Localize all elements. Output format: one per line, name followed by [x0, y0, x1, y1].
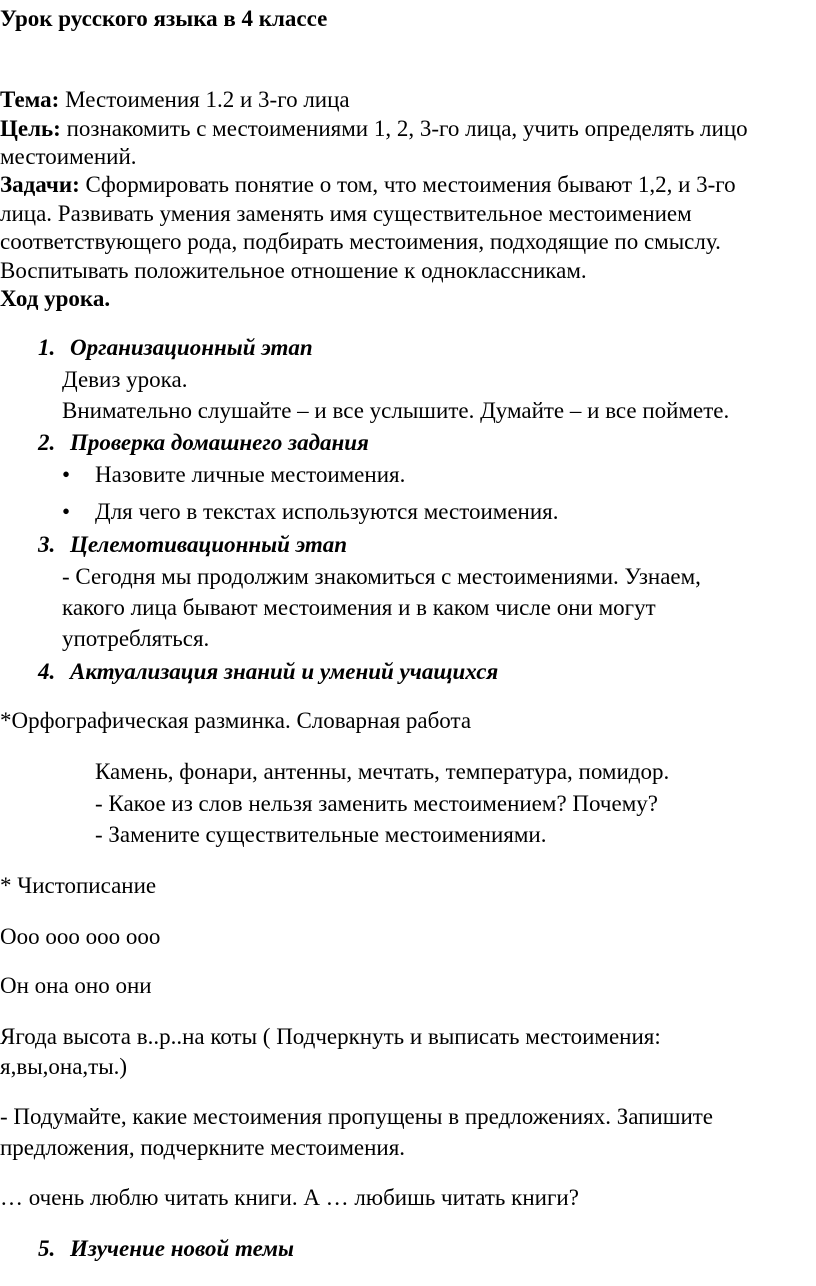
- motivation-text-1: - Сегодня мы продолжим знакомиться с местоимениями. Узнаем,: [62, 564, 701, 589]
- motto-label: Девиз урока.: [62, 367, 188, 392]
- penmanship-heading: * Чистописание: [0, 873, 157, 898]
- lesson-progress-heading: Ход урока.: [0, 286, 111, 311]
- question-2: - Замените существительные местоимениями.: [95, 822, 547, 847]
- goal-text-1: познакомить с местоимениями 1, 2, 3-го лица, учить определять лицо: [60, 116, 748, 141]
- task-instruction-1: - Подумайте, какие местоимения пропущены в предложениях. Запишите: [0, 1104, 714, 1129]
- goal-line: [0, 114, 748, 144]
- section-1-number: 1.: [38, 335, 56, 360]
- section-4-number: 4.: [38, 659, 56, 684]
- fill-in-sentence: … очень люблю читать книги. А … любишь читать книги?: [0, 1185, 579, 1210]
- tasks-text-3: соответствующего рода, подбирать местоимения, подходящие по смыслу.: [0, 229, 721, 254]
- exercise-words-1: Ягода высота в..р..на коты ( Подчеркнуть и выписать местоимения:: [0, 1024, 661, 1049]
- tasks-text-1: Сформировать понятие о том, что местоимения бывают 1,2, и 3-го: [79, 172, 736, 197]
- homework-item-2: Для чего в текстах используются местоимения.: [95, 499, 559, 524]
- vocabulary-words: Камень, фонари, антенны, мечтать, температура, помидор.: [95, 759, 670, 784]
- goal-label: Цель:: [0, 116, 61, 141]
- motto-text: Внимательно слушайте – и все услышите. Думайте – и все поймете.: [62, 398, 730, 423]
- bullet-2: •: [62, 499, 71, 524]
- tasks-text-2: лица. Развивать умения заменять имя существительное местоимением: [0, 201, 692, 226]
- motivation-text-3: употребляться.: [62, 626, 210, 651]
- section-4-title: Актуализация знаний и умений учащихся: [70, 659, 499, 684]
- section-5-title: Изучение новой темы: [70, 1236, 294, 1261]
- question-1: - Какое из слов нельзя заменить местоимением? Почему?: [95, 791, 658, 816]
- lesson-title: Урок русского языка в 4 классе: [0, 6, 328, 31]
- section-1-title: Организационный этап: [70, 335, 313, 360]
- spelling-warmup: *Орфографическая разминка. Словарная работа: [0, 708, 472, 733]
- penmanship-line-2: Он она оно они: [0, 973, 152, 998]
- tasks-text-4: Воспитывать положительное отношение к одноклассникам.: [0, 258, 587, 283]
- task-instruction-2: предложения, подчеркните местоимения.: [0, 1135, 406, 1160]
- section-3-number: 3.: [38, 532, 56, 557]
- topic-line: [0, 85, 350, 115]
- topic-label: Тема:: [0, 87, 60, 112]
- motivation-text-2: какого лица бывают местоимения и в каком числе они могут: [62, 595, 656, 620]
- section-2-number: 2.: [38, 430, 56, 455]
- tasks-label: Задачи:: [0, 172, 80, 197]
- homework-item-1: Назовите личные местоимения.: [95, 462, 406, 487]
- section-5-number: 5.: [38, 1236, 56, 1261]
- tasks-line: [0, 170, 736, 200]
- exercise-words-2: я,вы,она,ты.): [0, 1054, 128, 1079]
- goal-text-2: местоимений.: [0, 144, 137, 169]
- penmanship-line-1: Ооо ооо ооо ооо: [0, 924, 161, 949]
- section-2-title: Проверка домашнего задания: [70, 430, 369, 455]
- section-3-title: Целемотивационный этап: [70, 532, 348, 557]
- bullet-1: •: [62, 462, 71, 487]
- topic-text: Местоимения 1.2 и 3-го лица: [59, 87, 350, 112]
